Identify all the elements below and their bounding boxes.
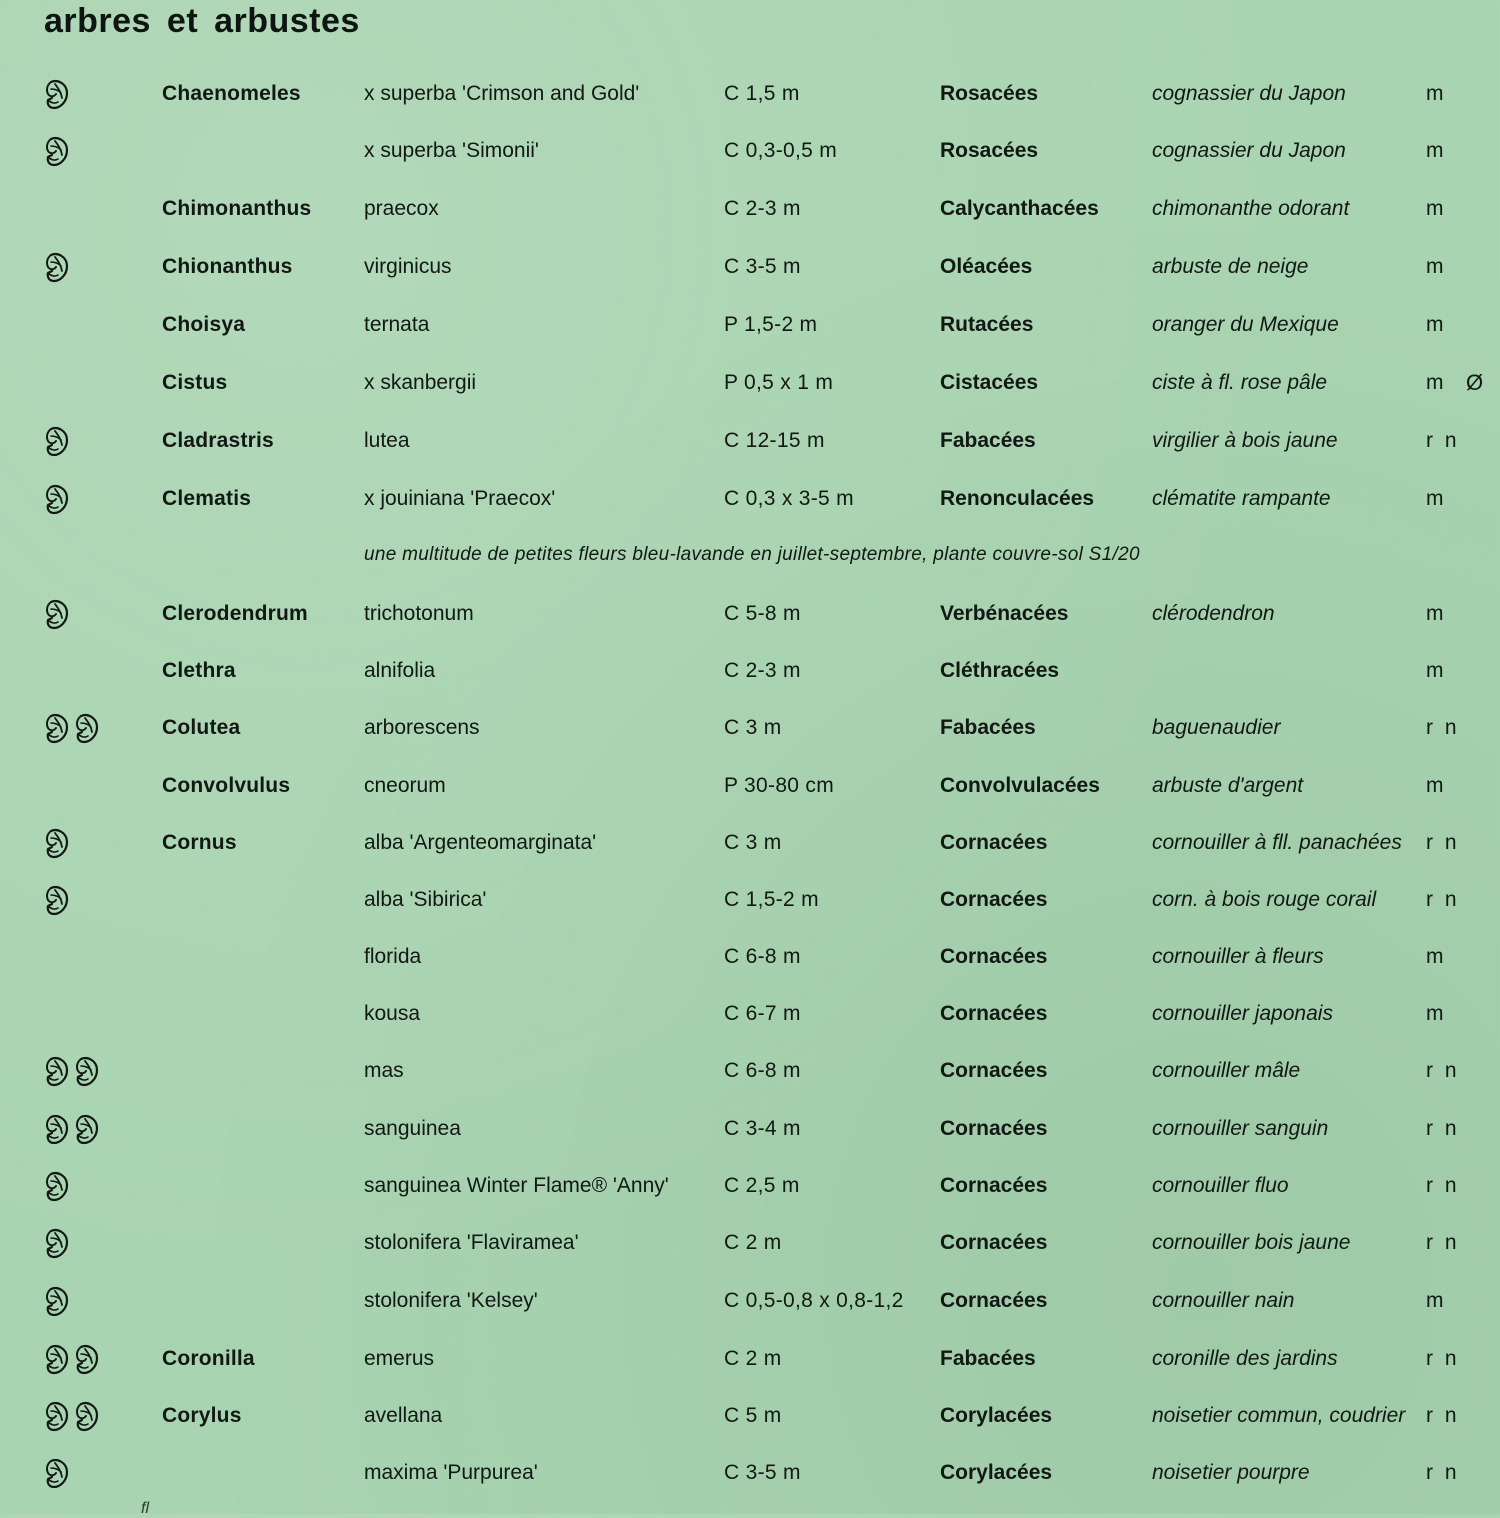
genus-name: Cistus (162, 371, 228, 394)
family-name: Fabacées (940, 716, 1036, 739)
family-name: Fabacées (940, 429, 1036, 452)
family-name: Cornacées (940, 1289, 1048, 1312)
plant-size: C 3-4 m (724, 1117, 801, 1140)
leaf-pictogram-icon (72, 1113, 102, 1145)
common-name: cognassier du Japon (1152, 139, 1346, 162)
table-row (0, 823, 1500, 863)
soil-code: m (1426, 139, 1447, 162)
table-row (0, 305, 1500, 345)
leaf-icons (42, 827, 72, 859)
leaf-pictogram-icon (42, 827, 72, 859)
family-name: Fabacées (940, 1347, 1036, 1370)
common-name: noisetier commun, coudrier (1152, 1404, 1406, 1427)
common-name: corn. à bois rouge corail (1152, 888, 1377, 911)
species-name: alba 'Argenteomarginata' (364, 831, 597, 854)
soil-code: r n (1426, 1404, 1460, 1427)
plant-size: C 6-7 m (724, 1002, 801, 1025)
leaf-pictogram-icon (42, 425, 72, 457)
plant-size: C 0,3 x 3-5 m (724, 487, 854, 510)
common-name: cornouiller sanguin (1152, 1117, 1329, 1140)
species-name: sanguinea (364, 1117, 461, 1140)
family-name: Cornacées (940, 1117, 1048, 1140)
soil-code: r n (1426, 429, 1460, 452)
leaf-pictogram-icon (42, 1343, 72, 1375)
soil-code: m (1426, 487, 1447, 510)
species-name: ternata (364, 313, 430, 336)
leaf-pictogram-icon (42, 1227, 72, 1259)
leaf-pictogram-icon (42, 1055, 72, 1087)
genus-name: Cladrastris (162, 429, 274, 452)
soil-code: m (1426, 255, 1447, 278)
common-name: cognassier du Japon (1152, 82, 1346, 105)
table-row (0, 994, 1500, 1034)
table-row (0, 1051, 1500, 1091)
leaf-icons (42, 1227, 72, 1259)
plant-size: C 5 m (724, 1404, 782, 1427)
soil-code: r n (1426, 1174, 1460, 1197)
species-name: stolonifera 'Kelsey' (364, 1289, 538, 1312)
family-name: Renonculacées (940, 487, 1095, 510)
leaf-icons (42, 425, 72, 457)
plant-size: C 0,3-0,5 m (724, 139, 838, 162)
species-name: arborescens (364, 716, 480, 739)
leaf-icons (42, 1170, 72, 1202)
table-row (0, 708, 1500, 748)
plant-size: C 3-5 m (724, 255, 801, 278)
soil-code: r n (1426, 888, 1460, 911)
plant-size: C 1,5-2 m (724, 888, 819, 911)
common-name: arbuste de neige (1152, 255, 1309, 278)
leaf-pictogram-icon (42, 1400, 72, 1432)
table-row (0, 189, 1500, 229)
species-name: avellana (364, 1404, 443, 1427)
clematis-note: une multitude de petites fleurs bleu-lavande en juillet-septembre, plante couvre-sol S1/20 (364, 544, 1140, 565)
soil-code: m (1426, 1289, 1447, 1312)
family-name: Corylacées (940, 1461, 1053, 1484)
species-name: stolonifera 'Flaviramea' (364, 1231, 579, 1254)
common-name: cornouiller fluo (1152, 1174, 1289, 1197)
genus-name: Choisya (162, 313, 246, 336)
plant-size: C 3 m (724, 716, 782, 739)
soil-code: r n (1426, 831, 1460, 854)
table-row (0, 479, 1500, 519)
leaf-pictogram-icon (72, 1400, 102, 1432)
soil-code: m (1426, 82, 1447, 105)
leaf-icons (42, 1457, 72, 1489)
family-name: Cornacées (940, 1059, 1048, 1082)
family-name: Corylacées (940, 1404, 1053, 1427)
page-title: arbres et arbustes (44, 2, 360, 40)
species-name: praecox (364, 197, 439, 220)
common-name: virgilier à bois jaune (1152, 429, 1338, 452)
leaf-icons (42, 1285, 72, 1317)
species-name: x jouiniana 'Praecox' (364, 487, 556, 510)
species-name: x superba 'Simonii' (364, 139, 539, 162)
leaf-pictogram-icon (42, 1170, 72, 1202)
plant-size: C 2-3 m (724, 197, 801, 220)
plant-size: C 2-3 m (724, 659, 801, 682)
species-name: kousa (364, 1002, 421, 1025)
leaf-pictogram-icon (72, 1343, 102, 1375)
family-name: Cornacées (940, 888, 1048, 911)
common-name: cornouiller nain (1152, 1289, 1295, 1312)
family-name: Verbénacées (940, 602, 1069, 625)
common-name: ciste à fl. rose pâle (1152, 371, 1328, 394)
leaf-pictogram-icon (42, 251, 72, 283)
species-name: x superba 'Crimson and Gold' (364, 82, 640, 105)
common-name: noisetier pourpre (1152, 1461, 1310, 1484)
leaf-icons (42, 135, 72, 167)
plant-size: C 3-5 m (724, 1461, 801, 1484)
genus-name: Convolvulus (162, 774, 291, 797)
family-name: Cornacées (940, 1231, 1048, 1254)
species-name: emerus (364, 1347, 435, 1370)
genus-name: Clerodendrum (162, 602, 308, 625)
leaf-icons (42, 78, 72, 110)
family-name: Cléthracées (940, 659, 1060, 682)
family-name: Cornacées (940, 1002, 1048, 1025)
table-row (0, 363, 1500, 403)
family-name: Calycanthacées (940, 197, 1099, 220)
genus-name: Colutea (162, 716, 241, 739)
leaf-icons (42, 251, 72, 283)
table-row (0, 880, 1500, 920)
family-name: Cornacées (940, 831, 1048, 854)
leaf-pictogram-icon (42, 1113, 72, 1145)
plant-size: C 1,5 m (724, 82, 800, 105)
family-name: Oléacées (940, 255, 1033, 278)
table-row (0, 131, 1500, 171)
table-row (0, 1453, 1500, 1493)
soil-code: m (1426, 371, 1447, 394)
leaf-icons (42, 1055, 102, 1087)
family-name: Cornacées (940, 945, 1048, 968)
genus-name: Clematis (162, 487, 252, 510)
leaf-icons (42, 483, 72, 515)
leaf-pictogram-icon (42, 78, 72, 110)
common-name: cornouiller à fleurs (1152, 945, 1324, 968)
family-name: Rutacées (940, 313, 1034, 336)
species-name: mas (364, 1059, 404, 1082)
plant-size: C 12-15 m (724, 429, 825, 452)
species-name: cneorum (364, 774, 446, 797)
table-row (0, 594, 1500, 634)
plant-size: P 30-80 cm (724, 774, 834, 797)
common-name: arbuste d'argent (1152, 774, 1304, 797)
family-name: Cornacées (940, 1174, 1048, 1197)
family-name: Cistacées (940, 371, 1039, 394)
leaf-pictogram-icon (42, 712, 72, 744)
leaf-pictogram-icon (42, 1457, 72, 1489)
genus-name: Chimonanthus (162, 197, 312, 220)
table-row (0, 421, 1500, 461)
leaf-icons (42, 1400, 102, 1432)
leaf-icons (42, 1113, 102, 1145)
plant-size: C 0,5-0,8 x 0,8-1,2 (724, 1289, 904, 1312)
species-name: trichotonum (364, 602, 474, 625)
species-name: virginicus (364, 255, 452, 278)
species-name: florida (364, 945, 422, 968)
family-name: Convolvulacées (940, 774, 1100, 797)
plant-size: P 0,5 x 1 m (724, 371, 834, 394)
common-name: clématite rampante (1152, 487, 1331, 510)
plant-size: C 2 m (724, 1347, 782, 1370)
species-name: alnifolia (364, 659, 436, 682)
plant-size: C 6-8 m (724, 1059, 801, 1082)
table-row (0, 1281, 1500, 1321)
soil-code: m (1426, 659, 1447, 682)
soil-code: m (1426, 313, 1447, 336)
soil-code: m (1426, 197, 1447, 220)
soil-code: r n (1426, 1461, 1460, 1484)
species-name: x skanbergii (364, 371, 477, 394)
soil-code: r n (1426, 716, 1460, 739)
leaf-icons (42, 884, 72, 916)
stray-mark: ﬂ (141, 1500, 149, 1517)
leaf-icons (42, 712, 102, 744)
soil-code: m (1426, 602, 1447, 625)
table-row (0, 1109, 1500, 1149)
genus-name: Cornus (162, 831, 237, 854)
common-name: clérodendron (1152, 602, 1275, 625)
soil-code: m (1426, 774, 1447, 797)
plant-size: C 2 m (724, 1231, 782, 1254)
leaf-pictogram-icon (42, 483, 72, 515)
table-row (0, 766, 1500, 806)
leaf-pictogram-icon (42, 598, 72, 630)
soil-code: r n (1426, 1347, 1460, 1370)
table-row (0, 651, 1500, 691)
plant-size: C 3 m (724, 831, 782, 854)
table-row (0, 247, 1500, 287)
plant-size: P 1,5-2 m (724, 313, 818, 336)
common-name: baguenaudier (1152, 716, 1281, 739)
common-name: cornouiller bois jaune (1152, 1231, 1351, 1254)
leaf-pictogram-icon (72, 1055, 102, 1087)
soil-code: r n (1426, 1231, 1460, 1254)
leaf-pictogram-icon (42, 884, 72, 916)
leaf-pictogram-icon (42, 1285, 72, 1317)
genus-name: Coronilla (162, 1347, 255, 1370)
common-name: coronille des jardins (1152, 1347, 1338, 1370)
common-name: cornouiller japonais (1152, 1002, 1333, 1025)
common-name: oranger du Mexique (1152, 313, 1339, 336)
common-name: cornouiller mâle (1152, 1059, 1301, 1082)
table-row (0, 1339, 1500, 1379)
table-row (0, 1166, 1500, 1206)
soil-code: m (1426, 1002, 1447, 1025)
table-row (0, 1223, 1500, 1263)
table-row (0, 937, 1500, 977)
leaf-icons (42, 1343, 102, 1375)
species-name: alba 'Sibirica' (364, 888, 487, 911)
common-name: chimonanthe odorant (1152, 197, 1350, 220)
species-name: lutea (364, 429, 410, 452)
genus-name: Corylus (162, 1404, 242, 1427)
table-row (0, 74, 1500, 114)
leaf-pictogram-icon (42, 135, 72, 167)
common-name: cornouiller à fll. panachées (1152, 831, 1402, 854)
soil-code: r n (1426, 1059, 1460, 1082)
soil-code: m (1426, 945, 1447, 968)
genus-name: Chionanthus (162, 255, 293, 278)
family-name: Rosacées (940, 139, 1039, 162)
plant-size: C 2,5 m (724, 1174, 800, 1197)
plant-size: C 5-8 m (724, 602, 801, 625)
leaf-icons (42, 598, 72, 630)
genus-name: Chaenomeles (162, 82, 301, 105)
table-row (0, 1396, 1500, 1436)
species-name: maxima 'Purpurea' (364, 1461, 538, 1484)
soil-code: r n (1426, 1117, 1460, 1140)
genus-name: Clethra (162, 659, 236, 682)
species-name: sanguinea Winter Flame® 'Anny' (364, 1174, 669, 1197)
plant-size: C 6-8 m (724, 945, 801, 968)
leaf-pictogram-icon (72, 712, 102, 744)
family-name: Rosacées (940, 82, 1039, 105)
extra-symbol: Ø (1466, 370, 1484, 395)
